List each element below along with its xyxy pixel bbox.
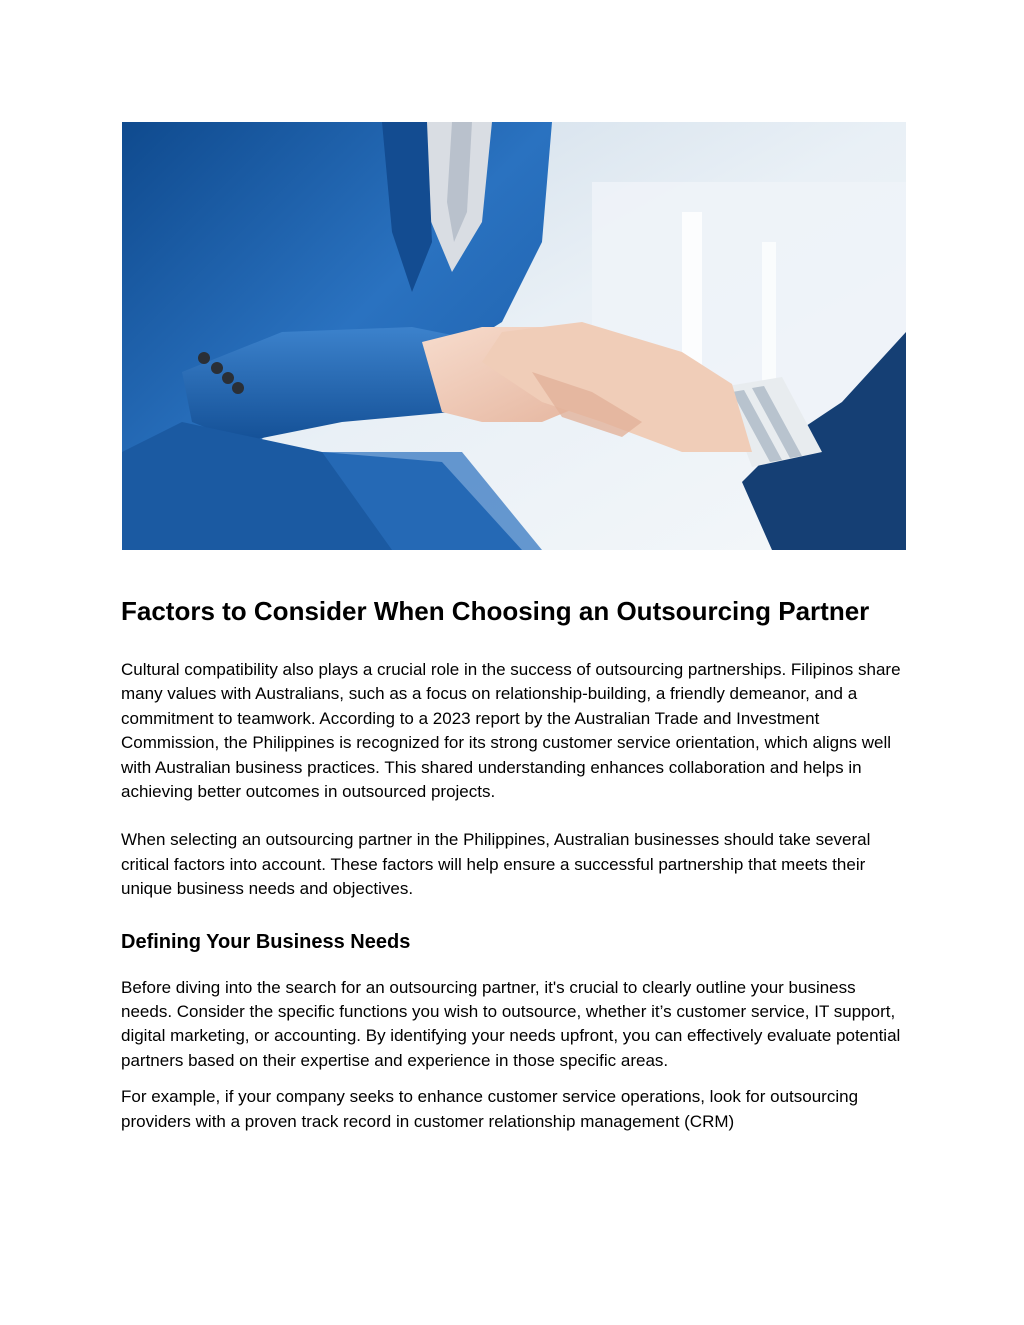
article-body [121,592,911,1134]
handshake-photo [122,122,906,550]
paragraph-selecting-partner: When selecting an outsourcing partner in the Philippines, Australian businesses should take several critical factors into account. These factors will help ensure a successful partnership that meets their unique business needs and objectives. [121,830,871,899]
article-heading: Factors to Consider When Choosing an Outsourcing Partner [121,596,870,626]
section-heading: Defining Your Business Needs [121,930,411,953]
paragraph-example: For example, if your company seeks to enhance customer service operations, look for outsourcing providers with a proven track record in customer relationship management (CRM) [121,1087,859,1131]
handshake-illustration [122,122,906,550]
paragraph-business-needs: Before diving into the search for an outsourcing partner, it's crucial to clearly outline your business needs. Consider the specific functions you wish to outsource, whether it’s customer service, IT support, digital marketing, or accounting. By identifying your needs upfront, you can effectively evaluate potential partners based on their expertise and experience in those specific areas. [121,977,901,1070]
paragraph-cultural-compatibility: Cultural compatibility also plays a crucial role in the success of outsourcing partnerships. Filipinos share many values with Australians, such as a focus on relationship-building, a friendly demeanor, and a commitment to teamwork. According to a 2023 report by the Australian Trade and Investment Commission, the Philippines is recognized for its strong customer service orientation, which aligns well with Australian business practices. This shared understanding enhances collaboration and helps in achieving better outcomes in outsourced projects. [121,660,901,802]
